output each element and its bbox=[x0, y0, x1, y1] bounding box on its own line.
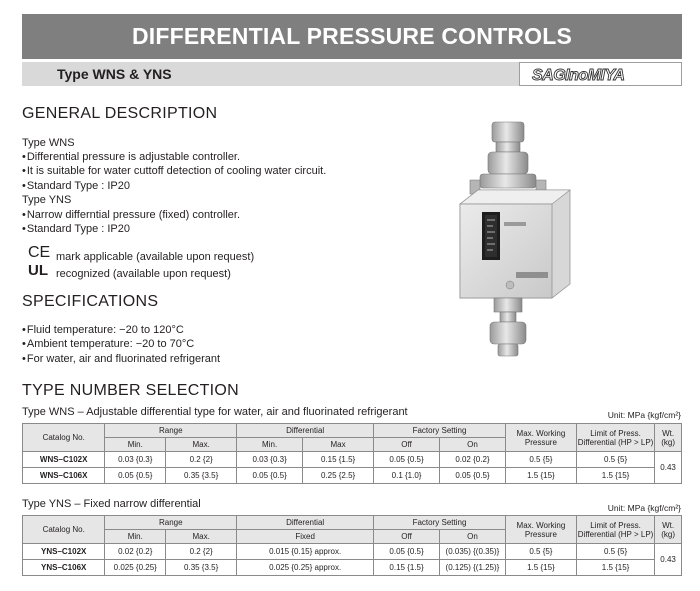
mwp-cell: 0.5 {5} bbox=[505, 544, 576, 560]
header-range: Range bbox=[105, 424, 237, 438]
weight-cell: 0.43 bbox=[655, 452, 682, 484]
on-cell: 0.02 {0.2} bbox=[440, 452, 506, 468]
limit-cell: 1.5 {15} bbox=[576, 560, 654, 576]
header-limit-differential: Limit of Press. Differential (HP > LP) bbox=[576, 516, 654, 544]
ce-mark-text: mark applicable (available upon request) bbox=[56, 251, 255, 263]
range-max-cell: 0.2 {2} bbox=[166, 452, 237, 468]
range-min-cell: 0.03 {0.3} bbox=[105, 452, 166, 468]
header-weight: Wt. (kg) bbox=[655, 424, 682, 452]
catalog-cell: WNS–C106X bbox=[23, 468, 105, 484]
header-on: On bbox=[440, 438, 506, 452]
ul-mark-text: recognized (available upon request) bbox=[56, 268, 231, 280]
general-description-heading: GENERAL DESCRIPTION bbox=[22, 105, 218, 122]
specifications-heading: SPECIFICATIONS bbox=[22, 293, 159, 310]
catalog-cell: YNS–C106X bbox=[23, 560, 105, 576]
table-row bbox=[23, 544, 682, 560]
header-max-working-pressure: Max. Working Pressure bbox=[505, 516, 576, 544]
header-range-min: Min. bbox=[105, 438, 166, 452]
pressure-control-product-image bbox=[452, 120, 582, 360]
header-diff-max: Max bbox=[303, 438, 374, 452]
yns-bullet-2: • Standard Type : IP20 bbox=[22, 222, 130, 236]
on-cell: (0.035) {(0.35)} bbox=[440, 544, 506, 560]
header-factory-setting: Factory Setting bbox=[374, 516, 506, 530]
yns-type-label: Type YNS bbox=[22, 194, 72, 206]
limit-cell: 0.5 {5} bbox=[576, 452, 654, 468]
header-range-max: Max. bbox=[166, 530, 237, 544]
header-limit-differential: Limit of Press. Differential (HP > LP) bbox=[576, 424, 654, 452]
yns-unit-label: Unit: MPa {kgf/cm²} bbox=[607, 503, 681, 513]
yns-bullet-1: • Narrow differntial pressure (fixed) controller. bbox=[22, 208, 240, 222]
table-row bbox=[23, 468, 682, 484]
catalog-cell: YNS–C102X bbox=[23, 544, 105, 560]
diff-fixed-cell: 0.015 {0.15} approx. bbox=[237, 544, 374, 560]
wns-bullet-1: • Differential pressure is adjustable controller. bbox=[22, 150, 240, 164]
spec-bullet-3: • For water, air and fluorinated refrigerant bbox=[22, 352, 220, 366]
svg-text:SAGInoMIYA: SAGInoMIYA bbox=[532, 67, 625, 83]
header-off: Off bbox=[374, 530, 440, 544]
range-max-cell: 0.35 {3.5} bbox=[166, 560, 237, 576]
header-factory-setting: Factory Setting bbox=[374, 424, 506, 438]
type-selection-heading: TYPE NUMBER SELECTION bbox=[22, 382, 240, 399]
mwp-cell: 1.5 {15} bbox=[505, 468, 576, 484]
table-row bbox=[23, 452, 682, 468]
header-catalog: Catalog No. bbox=[23, 516, 105, 544]
type-label: Type WNS & YNS bbox=[57, 66, 172, 82]
wns-spec-table bbox=[22, 423, 682, 484]
diff-min-cell: 0.05 {0.5} bbox=[237, 468, 303, 484]
title-bar bbox=[22, 14, 682, 59]
range-max-cell: 0.2 {2} bbox=[166, 544, 237, 560]
off-cell: 0.1 {1.0} bbox=[374, 468, 440, 484]
on-cell: 0.05 {0.5} bbox=[440, 468, 506, 484]
range-max-cell: 0.35 {3.5} bbox=[166, 468, 237, 484]
mwp-cell: 0.5 {5} bbox=[505, 452, 576, 468]
header-range-min: Min. bbox=[105, 530, 166, 544]
brand-logo bbox=[519, 62, 682, 86]
page-title: DIFFERENTIAL PRESSURE CONTROLS bbox=[131, 23, 573, 49]
diff-max-cell: 0.15 {1.5} bbox=[303, 452, 374, 468]
spec-bullet-2: • Ambient temperature: −20 to 70°C bbox=[22, 337, 194, 351]
yns-table-caption: Type YNS – Fixed narrow differential bbox=[22, 498, 201, 510]
spec-bullet-1: • Fluid temperature: −20 to 120°C bbox=[22, 323, 184, 337]
off-cell: 0.05 {0.5} bbox=[374, 452, 440, 468]
on-cell: (0.125) {(1.25)} bbox=[440, 560, 506, 576]
ul-mark-icon: UL bbox=[28, 262, 48, 279]
off-cell: 0.15 {1.5} bbox=[374, 560, 440, 576]
subtitle-bar bbox=[22, 62, 682, 86]
header-diff-min: Min. bbox=[237, 438, 303, 452]
weight-cell: 0.43 bbox=[655, 544, 682, 576]
header-max-working-pressure: Max. Working Pressure bbox=[505, 424, 576, 452]
mwp-cell: 1.5 {15} bbox=[505, 560, 576, 576]
header-on: On bbox=[440, 530, 506, 544]
wns-bullet-2: • It is suitable for water cuttoff detection of cooling water circuit. bbox=[22, 164, 326, 178]
header-differential: Differential bbox=[237, 516, 374, 530]
range-min-cell: 0.05 {0.5} bbox=[105, 468, 166, 484]
range-min-cell: 0.02 {0.2} bbox=[105, 544, 166, 560]
header-off: Off bbox=[374, 438, 440, 452]
header-fixed: Fixed bbox=[237, 530, 374, 544]
wns-unit-label: Unit: MPa {kgf/cm²} bbox=[607, 410, 681, 420]
yns-spec-table bbox=[22, 515, 682, 576]
limit-cell: 1.5 {15} bbox=[576, 468, 654, 484]
wns-type-label: Type WNS bbox=[22, 137, 75, 149]
header-range: Range bbox=[105, 516, 237, 530]
catalog-cell: WNS–C102X bbox=[23, 452, 105, 468]
table-row bbox=[23, 560, 682, 576]
limit-cell: 0.5 {5} bbox=[576, 544, 654, 560]
wns-bullet-3: • Standard Type : IP20 bbox=[22, 179, 130, 193]
header-weight: Wt. (kg) bbox=[655, 516, 682, 544]
wns-table-caption: Type WNS – Adjustable differential type for water, air and fluorinated refrigerant bbox=[22, 406, 408, 418]
diff-min-cell: 0.03 {0.3} bbox=[237, 452, 303, 468]
header-catalog: Catalog No. bbox=[23, 424, 105, 452]
header-differential: Differential bbox=[237, 424, 374, 438]
ce-mark-icon: CE bbox=[28, 244, 51, 261]
saginomiya-logo-icon bbox=[528, 66, 676, 83]
off-cell: 0.05 {0.5} bbox=[374, 544, 440, 560]
diff-max-cell: 0.25 {2.5} bbox=[303, 468, 374, 484]
header-range-max: Max. bbox=[166, 438, 237, 452]
range-min-cell: 0.025 {0.25} bbox=[105, 560, 166, 576]
diff-fixed-cell: 0.025 {0.25} approx. bbox=[237, 560, 374, 576]
